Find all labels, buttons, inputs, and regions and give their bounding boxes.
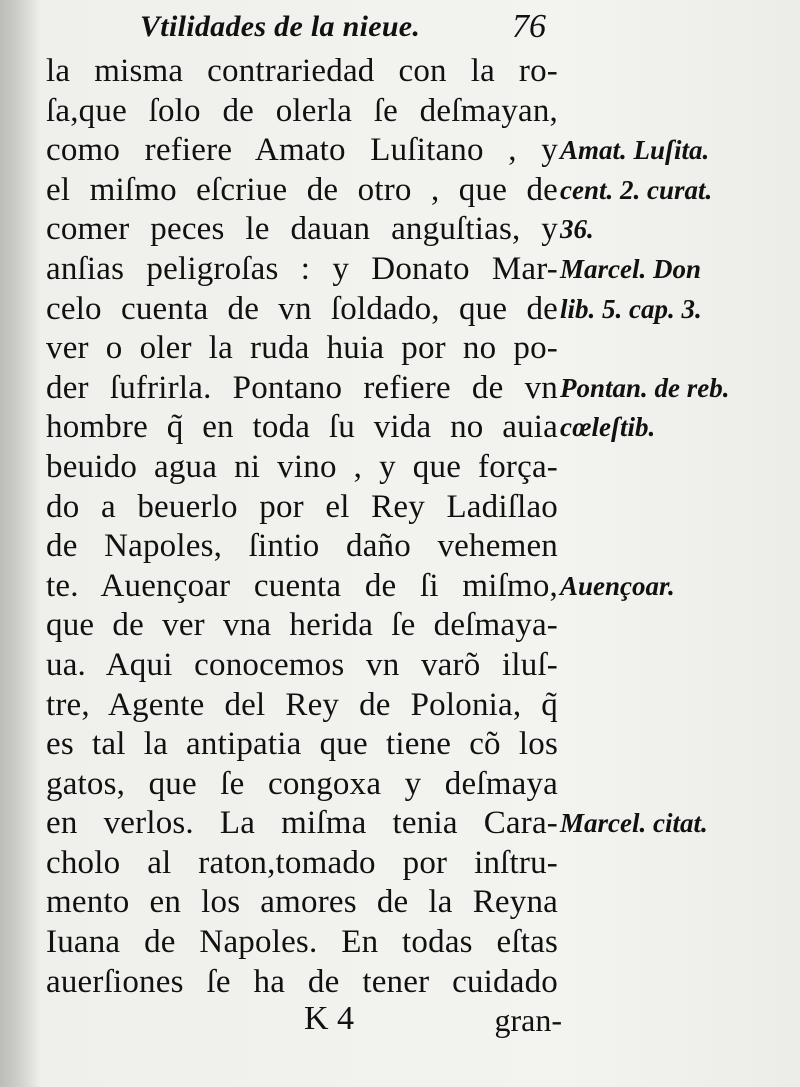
catchword: gran- [494, 1002, 562, 1038]
text-line: de Napoles, ſintio daño vehemen [46, 528, 558, 565]
main-text-block [46, 52, 558, 1002]
margin-note-line: 36. [560, 214, 594, 245]
margin-note-line: Amat. Luſita. [560, 135, 710, 166]
text-line: mento en los amores de la Reyna [46, 884, 558, 921]
text-line: anſias peligroſas : y Donato Mar- [46, 250, 558, 287]
page-number: 76 [512, 8, 546, 45]
text-line: ua. Aqui conocemos vn varõ iluſ- [46, 646, 558, 683]
text-line: ver o oler la ruda huia por no po- [46, 330, 558, 367]
text-line: que de ver vna herida ſe deſmaya- [46, 607, 558, 644]
text-line: el miſmo eſcriue de otro , que de [46, 171, 558, 208]
page-footer [46, 1000, 562, 1046]
gutter-shadow [0, 0, 40, 1087]
text-line: celo cuenta de vn ſoldado, que de [46, 290, 558, 327]
margin-note-line: cœleſtib. [560, 412, 656, 443]
text-line: es tal la antipatia que tiene cõ los [46, 726, 558, 763]
signature-mark: K 4 [304, 1000, 355, 1037]
text-line: como refiere Amato Luſitano , y [46, 132, 558, 169]
margin-note-line: cent. 2. curat. [560, 174, 713, 205]
text-line: cholo al raton,tomado por inſtru- [46, 844, 558, 881]
text-line: hombre q̃ en toda ſu vida no auia [46, 409, 558, 446]
text-line: la misma contrariedad con la ro- [46, 53, 558, 89]
text-line: der ſufrirla. Pontano refiere de vn [46, 369, 558, 406]
text-line: auerſiones ſe ha de tener cuidado [46, 963, 558, 1000]
margin-note-line: Pontan. de reb. [560, 372, 730, 403]
text-line: do a beuerlo por el Rey Ladiſlao [46, 488, 558, 525]
margin-note-line: lib. 5. cap. 3. [560, 293, 702, 324]
text-line: Iuana de Napoles. En todas eſtas [46, 924, 558, 961]
text-line: tre, Agente del Rey de Polonia, q̃ [46, 686, 558, 723]
text-line: en verlos. La miſma tenia Cara- [46, 805, 558, 842]
text-line: comer peces le dauan anguſtias, y [46, 211, 558, 248]
text-line: gatos, que ſe congoxa y deſmaya [46, 765, 558, 802]
text-line: ſa,que ſolo de olerla ſe deſmayan, [46, 92, 558, 129]
page-header [140, 6, 560, 50]
margin-note-line: Marcel. Don [560, 254, 701, 284]
text-line: te. Auençoar cuenta de ſi miſmo, [46, 567, 558, 604]
running-title: Vtilidades de la nieue. [140, 10, 421, 43]
margin-note-line: Auençoar. [560, 570, 675, 601]
margin-note-line: Marcel. citat. [560, 808, 708, 839]
text-line: beuido agua ni vino , y que força- [46, 448, 558, 485]
